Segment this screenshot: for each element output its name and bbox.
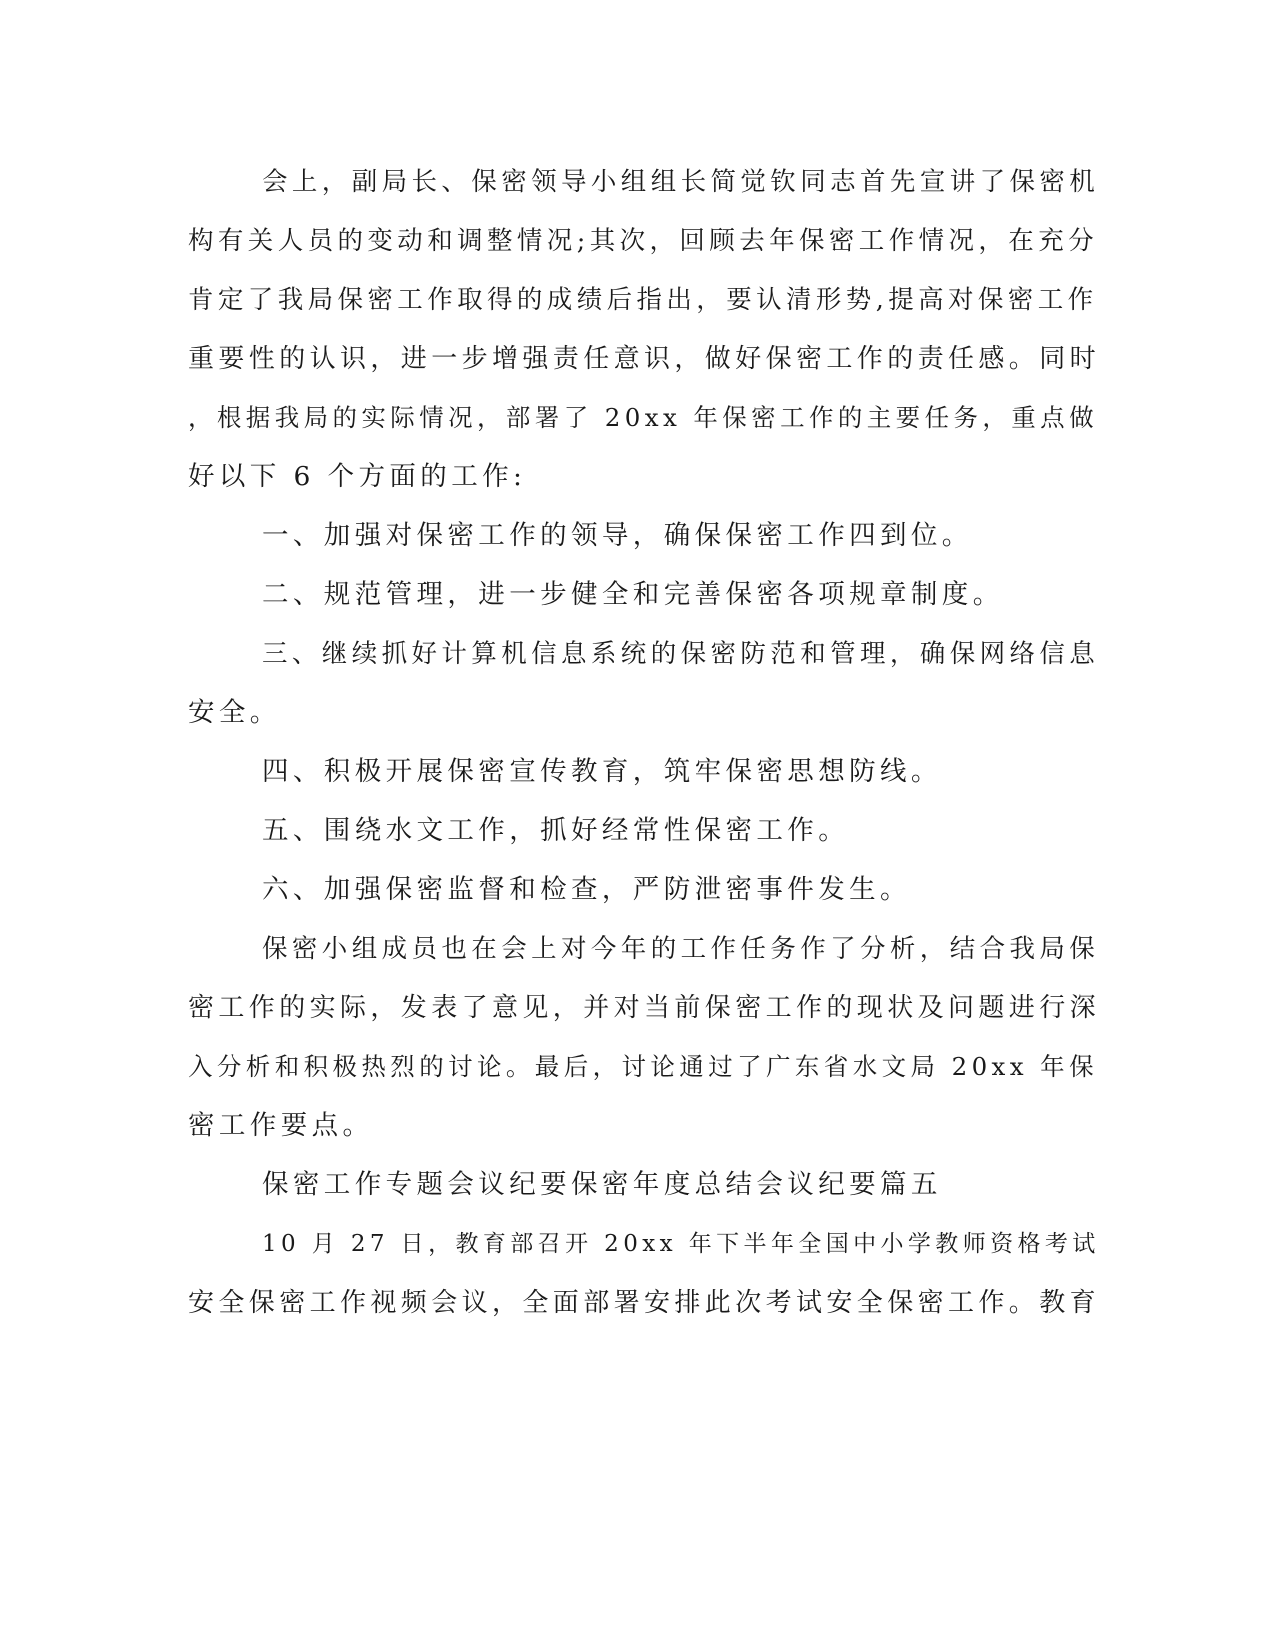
text-line: 会上，副局长、保密领导小组组长简觉钦同志首先宣讲了保密机 bbox=[262, 167, 1100, 197]
list-item: 六、加强保密监督和检查，严防泄密事件发生。 bbox=[262, 874, 911, 905]
text-line: 入分析和积极热烈的讨论。最后，讨论通过了广东省水文局 20xx 年保 bbox=[188, 1052, 1098, 1081]
list-item: 四、积极开展保密宣传教育，筑牢保密思想防线。 bbox=[262, 756, 942, 787]
text-line: 安全保密工作视频会议，全面部署安排此次考试安全保密工作。教育 bbox=[188, 1288, 1101, 1318]
text-line: 构有关人员的变动和调整情况;其次，回顾去年保密工作情况，在充分 bbox=[188, 226, 1098, 256]
list-item: 五、围绕水文工作，抓好经常性保密工作。 bbox=[262, 815, 850, 846]
list-item: 一、加强对保密工作的领导，确保保密工作四到位。 bbox=[262, 520, 973, 551]
text-line: 密工作的实际，发表了意见，并对当前保密工作的现状及问题进行深 bbox=[188, 993, 1101, 1023]
text-line: 重要性的认识，进一步增强责任意识，做好保密工作的责任感。同时 bbox=[188, 344, 1101, 374]
text-line: 保密小组成员也在会上对今年的工作任务作了分析，结合我局保 bbox=[262, 934, 1100, 964]
section-heading: 保密工作专题会议纪要保密年度总结会议纪要篇五 bbox=[262, 1169, 942, 1200]
text-line: 安全。 bbox=[188, 697, 281, 728]
text-line: 好以下 6 个方面的工作: bbox=[188, 461, 527, 492]
text-line: 10 月 27 日，教育部召开 20xx 年下半年全国中小学教师资格考试 bbox=[262, 1231, 1100, 1257]
text-line: 密工作要点。 bbox=[188, 1110, 374, 1141]
text-line: ，根据我局的实际情况，部署了 20xx 年保密工作的主要任务，重点做 bbox=[188, 403, 1098, 432]
list-item: 二、规范管理，进一步健全和完善保密各项规章制度。 bbox=[262, 579, 1004, 610]
text-line: 肯定了我局保密工作取得的成绩后指出，要认清形势,提高对保密工作 bbox=[188, 285, 1098, 315]
list-item: 三、继续抓好计算机信息系统的保密防范和管理，确保网络信息 bbox=[262, 639, 1100, 669]
